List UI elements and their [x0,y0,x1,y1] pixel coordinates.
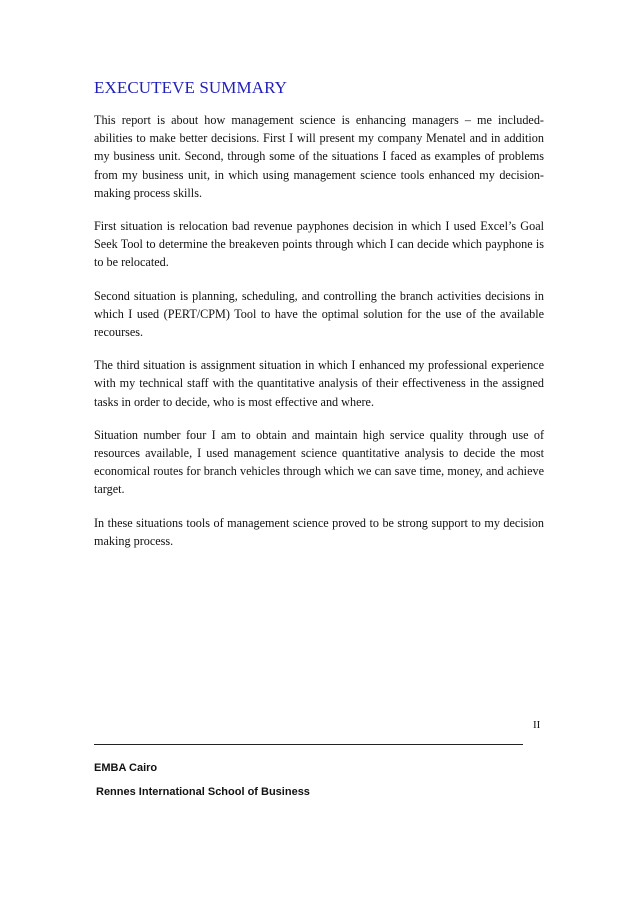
paragraph-third-situation: The third situation is assignment situation in which I enhanced my professional experience with my technical staff with the quantitative analysis of their effectiveness in the assigned tasks in order to decide, who is most effective and where. [94,358,544,409]
paragraph-fourth-situation: Situation number four I am to obtain and maintain high service quality through use of resources available, I used management science quantitative analysis to decide the most economical routes for branch vehicles through which we can save time, money, and achieve target. [94,427,544,497]
paragraph-second-situation: Second situation is planning, scheduling, and controlling the branch activities decisions in which I used (PERT/CPM) Tool to have the optimal solution for the use of the available recourses. [94,288,544,340]
page-number: II [533,719,541,731]
paragraph-first-situation: First situation is relocation bad revenue payphones decision in which I used Excel’s Goal Seek Tool to determine the breakeven points through which I can decide which payphone is to be relocated. [94,219,544,270]
paragraph-conclusion: In these situations tools of management science proved to be strong support to my decision making process. [94,515,544,548]
paragraph-intro: This report is about how management science is enhancing managers – me included- abilities to make better decisions. First I will present my company Menatel and in addition my business unit. Second, through some of the situations I faced as examples of problems from my business unit, in which using management science tools enhanced my decision-making process skills. [94,113,544,200]
summary-body [94,111,544,565]
footer-school: Rennes International School of Business [96,786,310,798]
footer-program: EMBA Cairo [94,762,158,774]
footer-divider [94,744,523,745]
section-heading: EXECUTEVE SUMMARY [94,78,287,97]
